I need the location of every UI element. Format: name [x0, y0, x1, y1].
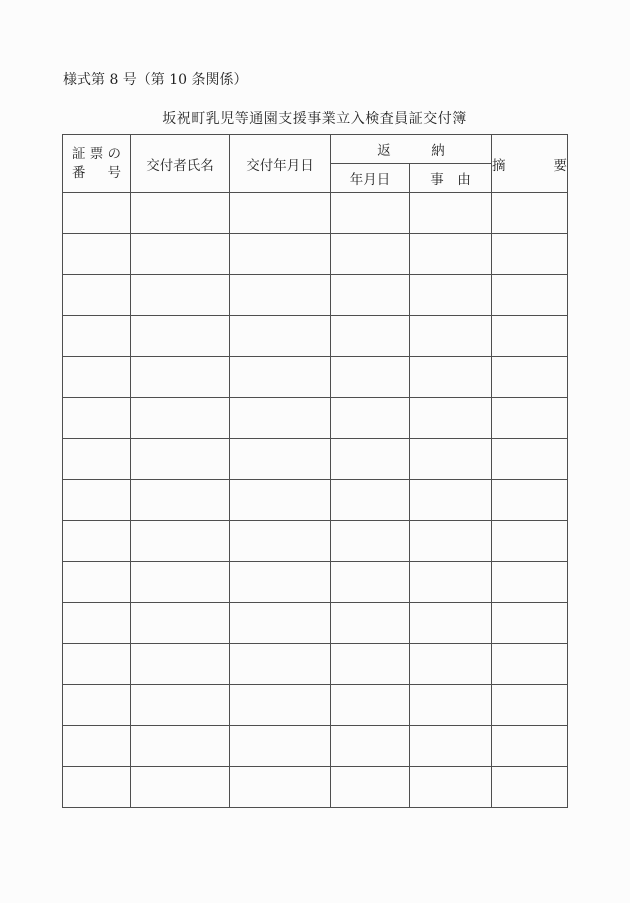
cell-recipient-name [131, 767, 230, 808]
header-cert-number [63, 135, 131, 193]
cell-issue-date [230, 726, 331, 767]
cell-issue-date [230, 644, 331, 685]
cell-return-date [331, 357, 410, 398]
cell-remarks [492, 562, 568, 603]
cell-recipient-name [131, 562, 230, 603]
cell-recipient-name [131, 685, 230, 726]
cell-return-reason [410, 357, 492, 398]
cell-issue-date [230, 398, 331, 439]
table-row [63, 480, 568, 521]
cell-return-date [331, 275, 410, 316]
cell-recipient-name [131, 275, 230, 316]
header-issue-date: 交付年月日 [230, 135, 331, 193]
cell-return-reason [410, 644, 492, 685]
cell-recipient-name [131, 726, 230, 767]
cell-cert-number [63, 439, 131, 480]
cell-return-date [331, 603, 410, 644]
header-return-reason: 事由 [410, 164, 492, 193]
cell-cert-number [63, 767, 131, 808]
cell-return-reason [410, 275, 492, 316]
cell-remarks [492, 685, 568, 726]
table-row [63, 603, 568, 644]
table-body [63, 193, 568, 808]
cell-recipient-name [131, 316, 230, 357]
table-row [63, 357, 568, 398]
cell-return-reason [410, 521, 492, 562]
cell-return-date [331, 521, 410, 562]
cell-return-date [331, 398, 410, 439]
cell-issue-date [230, 480, 331, 521]
table-row [63, 644, 568, 685]
cell-cert-number [63, 562, 131, 603]
cell-cert-number [63, 644, 131, 685]
cell-issue-date [230, 603, 331, 644]
cell-recipient-name [131, 357, 230, 398]
cell-issue-date [230, 316, 331, 357]
cell-issue-date [230, 521, 331, 562]
cell-recipient-name [131, 398, 230, 439]
cell-cert-number [63, 193, 131, 234]
cell-cert-number [63, 234, 131, 275]
cell-cert-number [63, 398, 131, 439]
cell-remarks [492, 357, 568, 398]
cell-return-date [331, 685, 410, 726]
header-return-date: 年月日 [331, 164, 410, 193]
cell-remarks [492, 398, 568, 439]
form-number-label: 様式第 8 号（第 10 条関係） [63, 72, 248, 88]
table-row [63, 562, 568, 603]
cell-return-reason [410, 480, 492, 521]
cell-return-reason [410, 193, 492, 234]
cell-return-reason [410, 726, 492, 767]
cell-remarks [492, 767, 568, 808]
table-row [63, 275, 568, 316]
cell-remarks [492, 644, 568, 685]
header-cert-number-line1: 証票の [72, 145, 121, 162]
table-row [63, 685, 568, 726]
cell-issue-date [230, 562, 331, 603]
cell-recipient-name [131, 603, 230, 644]
cell-issue-date [230, 234, 331, 275]
cell-return-reason [410, 767, 492, 808]
cell-recipient-name [131, 234, 230, 275]
header-return-group: 返納 [331, 135, 492, 164]
cell-cert-number [63, 480, 131, 521]
cell-remarks [492, 521, 568, 562]
table-row [63, 398, 568, 439]
cell-cert-number [63, 521, 131, 562]
cell-cert-number [63, 726, 131, 767]
cell-remarks [492, 603, 568, 644]
cell-issue-date [230, 767, 331, 808]
table-header [63, 135, 568, 193]
cell-recipient-name [131, 193, 230, 234]
cell-return-date [331, 480, 410, 521]
cell-recipient-name [131, 644, 230, 685]
cell-cert-number [63, 685, 131, 726]
cell-return-reason [410, 562, 492, 603]
cell-remarks [492, 316, 568, 357]
cell-return-date [331, 767, 410, 808]
header-recipient-name: 交付者氏名 [131, 135, 230, 193]
cell-return-reason [410, 603, 492, 644]
cell-return-date [331, 644, 410, 685]
cell-cert-number [63, 357, 131, 398]
cell-issue-date [230, 357, 331, 398]
cell-cert-number [63, 603, 131, 644]
cell-remarks [492, 193, 568, 234]
cell-remarks [492, 726, 568, 767]
header-cert-number-line2: 番号 [72, 164, 121, 181]
cell-return-reason [410, 316, 492, 357]
cell-return-date [331, 562, 410, 603]
table-row [63, 521, 568, 562]
cell-return-reason [410, 398, 492, 439]
cell-issue-date [230, 439, 331, 480]
cell-return-date [331, 726, 410, 767]
table-row [63, 193, 568, 234]
cell-issue-date [230, 685, 331, 726]
cell-return-date [331, 316, 410, 357]
header-row-1 [63, 135, 568, 164]
table-row [63, 234, 568, 275]
cell-return-date [331, 193, 410, 234]
cell-cert-number [63, 275, 131, 316]
cell-return-date [331, 234, 410, 275]
cell-remarks [492, 234, 568, 275]
cell-return-date [331, 439, 410, 480]
cell-recipient-name [131, 480, 230, 521]
cell-issue-date [230, 275, 331, 316]
cell-return-reason [410, 439, 492, 480]
table-row [63, 726, 568, 767]
cell-issue-date [230, 193, 331, 234]
cell-remarks [492, 439, 568, 480]
cell-remarks [492, 480, 568, 521]
cell-recipient-name [131, 521, 230, 562]
document-title: 坂祝町乳児等通園支援事業立入検査員証交付簿 [162, 111, 467, 127]
cell-return-reason [410, 234, 492, 275]
table-row [63, 439, 568, 480]
table-row [63, 767, 568, 808]
cell-return-reason [410, 685, 492, 726]
header-remarks: 摘要 [492, 135, 568, 193]
cell-remarks [492, 275, 568, 316]
table-row [63, 316, 568, 357]
cell-recipient-name [131, 439, 230, 480]
issuance-register-table [62, 134, 568, 808]
cell-cert-number [63, 316, 131, 357]
